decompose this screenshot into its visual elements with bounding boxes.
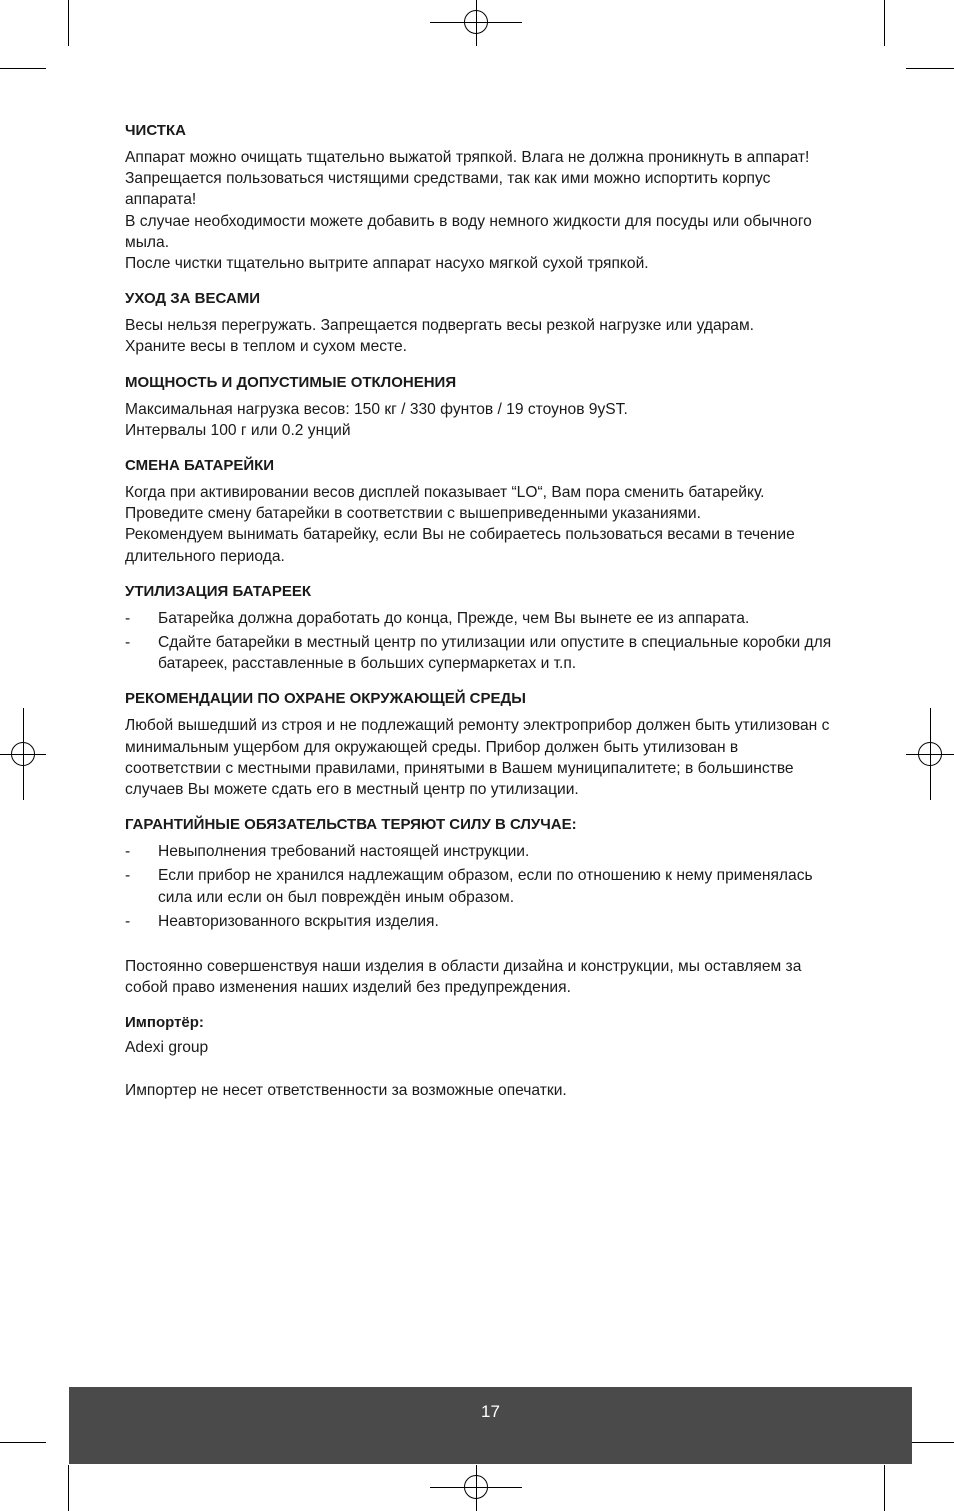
- bullet-mark: -: [125, 867, 131, 885]
- paragraph: Весы нельзя перегружать. Запрещается подвергать весы резкой нагрузке или ударам.: [125, 317, 755, 335]
- section-heading: СМЕНА БАТАРЕЙКИ: [125, 457, 275, 475]
- crop-mark: [0, 1442, 46, 1443]
- disclaimer: Импортер не несет ответственности за возможные опечатки.: [125, 1081, 567, 1099]
- crop-mark: [884, 0, 885, 46]
- section-heading: УХОД ЗА ВЕСАМИ: [125, 290, 261, 308]
- crop-mark: [68, 1465, 69, 1511]
- crop-mark: [0, 68, 46, 69]
- paragraph: Когда при активировании весов дисплей показывает “LO“, Вам пора сменить батарейку.: [125, 484, 765, 502]
- section-warranty: [125, 815, 835, 932]
- paragraph: Проведите смену батарейки в соответствии с вышеприведенными указаниями.: [125, 505, 701, 523]
- paragraph: После чистки тщательно вытрите аппарат насухо мягкой сухой тряпкой.: [125, 255, 649, 273]
- list-item: [125, 841, 835, 862]
- crop-mark: [906, 68, 954, 69]
- paragraph: В случае необходимости можете добавить в воду немного жидкости для посуды или обычного мыла.: [125, 212, 812, 251]
- section-environment: [125, 689, 835, 800]
- footer-band: [69, 1387, 912, 1464]
- paragraph: Максимальная нагрузка весов: 150 кг / 330 фунтов / 19 стоунов 9уST.: [125, 400, 628, 418]
- closing-statement: Постоянно совершенствуя наши изделия в области дизайна и конструкции, мы оставляем за собой право изменения наших изделий без предупреждения.: [125, 958, 802, 997]
- crop-mark: [68, 0, 69, 46]
- section-heading: УТИЛИЗАЦИЯ БАТАРЕЕК: [125, 582, 312, 600]
- section-scale-care: [125, 289, 835, 357]
- bullet-mark: -: [125, 634, 131, 652]
- section-capacity: [125, 373, 835, 441]
- crop-mark: [906, 1442, 954, 1443]
- bullet-mark: -: [125, 843, 131, 861]
- section-heading: РЕКОМЕНДАЦИИ ПО ОХРАНЕ ОКРУЖАЮЩЕЙ СРЕДЫ: [125, 690, 526, 708]
- section-heading: ГАРАНТИЙНЫЕ ОБЯЗАТЕЛЬСТВА ТЕРЯЮТ СИЛУ В СЛУЧАЕ:: [125, 816, 577, 834]
- list-item-text: Батарейка должна доработать до конца, Прежде, чем Вы вынете ее из аппарата.: [158, 609, 750, 627]
- section-importer: [125, 1013, 835, 1058]
- section-cleaning: [125, 121, 835, 274]
- crop-mark: [884, 1465, 885, 1511]
- paragraph: Любой вышедший из строя и не подлежащий ремонту электроприбор должен быть утилизован с минимальным ущербом для окружающей среды. Прибор должен быть утилизован в соответствии с местными правилами, принятыми в Вашем муниципалитете; в большинстве случаев Вы можете сдать его в местный центр по утилизации.: [125, 717, 830, 799]
- importer-name: Adexi group: [125, 1039, 209, 1057]
- bullet-mark: -: [125, 912, 131, 930]
- list-item: [125, 865, 835, 907]
- list-item: [125, 608, 835, 629]
- list-item-text: Если прибор не хранился надлежащим образом, если по отношению к нему применялась сила или если он был повреждён иным образом.: [158, 867, 813, 906]
- list-item-text: Сдайте батарейки в местный центр по утилизации или опустите в специальные коробки для батареек, расставленные в больших супермаркетах и т.п.: [158, 634, 832, 673]
- paragraph: Рекомендуем вынимать батарейку, если Вы не собираетесь пользоваться весами в течение длительного периода.: [125, 526, 795, 565]
- page-number: 17: [481, 1402, 500, 1421]
- section-battery-replacement: [125, 456, 835, 567]
- section-heading: МОЩНОСТЬ И ДОПУСТИМЫЕ ОТКЛОНЕНИЯ: [125, 373, 457, 391]
- section-heading: ЧИСТКА: [125, 122, 186, 139]
- list-item: [125, 911, 835, 932]
- section-battery-disposal: [125, 582, 835, 675]
- bullet-list: [125, 841, 835, 932]
- document-body: [125, 121, 835, 1101]
- list-item-text: Неавторизованного вскрытия изделия.: [158, 912, 439, 930]
- paragraph: Храните весы в теплом и сухом месте.: [125, 338, 408, 356]
- paragraph: Аппарат можно очищать тщательно выжатой тряпкой. Влага не должна проникнуть в аппарат! Запрещается пользоваться чистящими средствами, так как ими можно испортить корпус аппарата!: [125, 149, 810, 209]
- importer-label: Импортёр:: [125, 1014, 204, 1032]
- list-item: [125, 632, 835, 674]
- list-item-text: Невыполнения требований настоящей инструкции.: [158, 843, 530, 861]
- paragraph: Интервалы 100 г или 0.2 унций: [125, 421, 351, 439]
- bullet-list: [125, 608, 835, 675]
- bullet-mark: -: [125, 609, 131, 627]
